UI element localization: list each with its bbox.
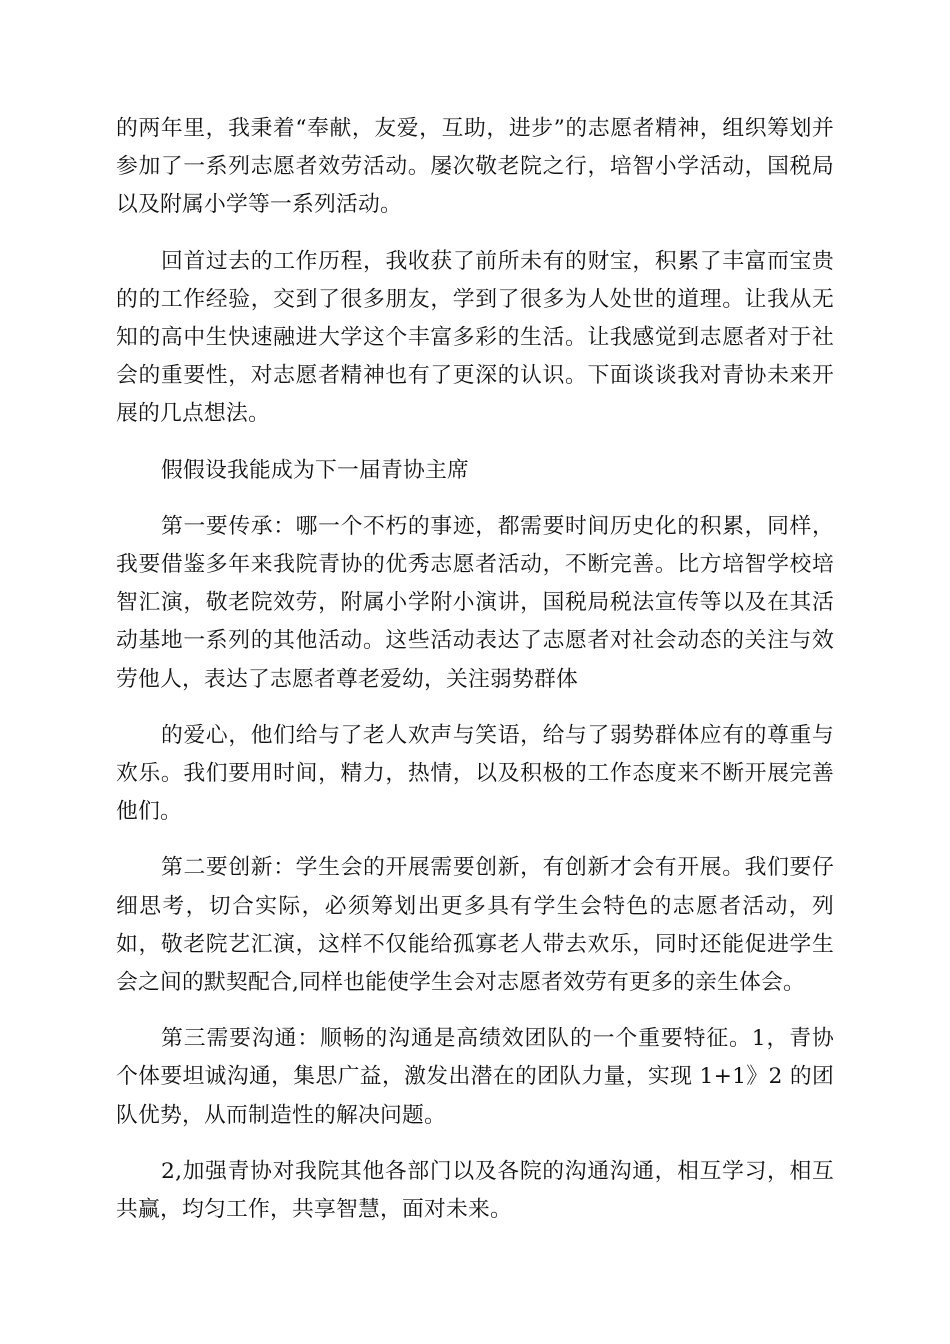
paragraph-3: 假假设我能成为下一届青协主席 bbox=[161, 457, 469, 483]
paragraph-6: 第二要创新：学生会的开展需要创新，有创新才会有开展。我们要仔细思考，切合实际，必须筹划出更多具有学生会特色的志愿者活动，列如，敬老院艺汇演，这样不仅能给孤寡老人带去欢乐，同时还能促进学生会之间的默契配合,同样也能使学生会对志愿者效劳有更多的亲生体会。 bbox=[116, 855, 834, 996]
paragraph-7: 第三需要沟通：顺畅的沟通是高绩效团队的一个重要特征。1，青协个体要坦诚沟通，集思广益，激发出潜在的团队力量，实现 1+1》2 的团队优势，从而制造性的解决问题。 bbox=[116, 1026, 834, 1128]
document-body bbox=[116, 110, 834, 1247]
paragraph-2: 回首过去的工作历程，我收获了前所未有的财宝，积累了丰富而宝贵的的工作经验，交到了很多朋友，学到了很多为人处世的道理。让我从无知的高中生快速融进大学这个丰富多彩的生活。让我感觉到志愿者对于社会的重要性，对志愿者精神也有了更深的认识。下面谈谈我对青协未来开展的几点想法。 bbox=[116, 248, 834, 427]
paragraph-1: 的两年里，我秉着“奉献，友爱，互助，进步”的志愿者精神，组织筹划并参加了一系列志愿者效劳活动。屡次敬老院之行，培智小学活动，国税局以及附属小学等一系列活动。 bbox=[116, 116, 834, 218]
paragraph-5: 的爱心，他们给与了老人欢声与笑语，给与了弱势群体应有的尊重与欢乐。我们要用时间，精力，热情，以及积极的工作态度来不断开展完善他们。 bbox=[116, 722, 834, 825]
paragraph-8: 2,加强青协对我院其他各部门以及各院的沟通沟通，相互学习，相互共赢，均匀工作，共享智慧，面对未来。 bbox=[116, 1158, 834, 1223]
paragraph-4: 第一要传承：哪一个不朽的事迹，都需要时间历史化的积累，同样，我要借鉴多年来我院青协的优秀志愿者活动，不断完善。比方培智学校培智汇演，敬老院效劳，附属小学附小演讲，国税局税法宣传等以及在其活动基地一系列的其他活动。这些活动表达了志愿者对社会动态的关注与效劳他人，表达了志愿者尊老爱幼，关注弱势群体 bbox=[116, 513, 834, 692]
